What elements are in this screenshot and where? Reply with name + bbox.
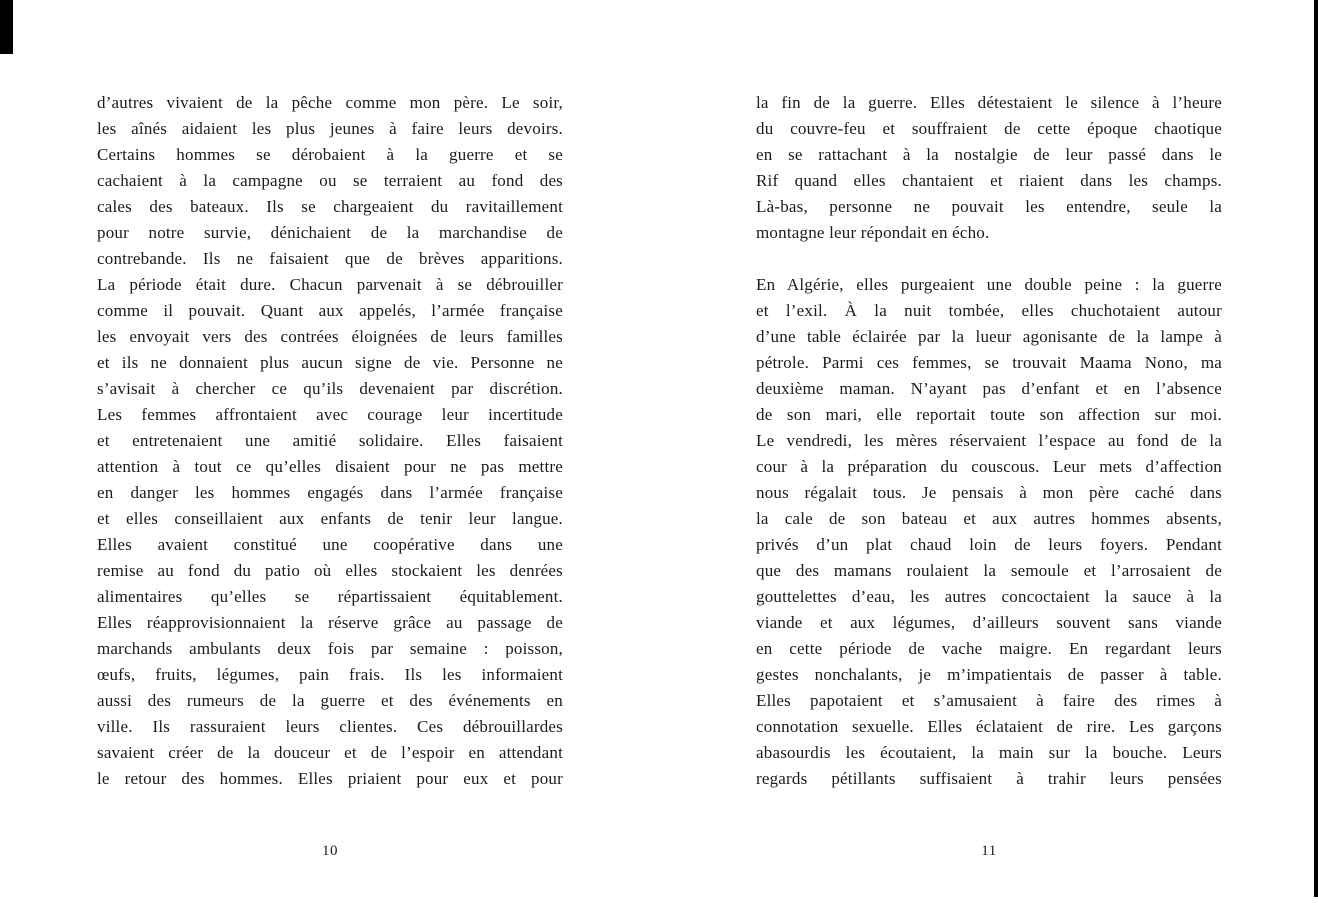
text-line: regards pétillants suffisaient à trahir leurs pensées [756,769,1222,788]
text-line: les envoyait vers des contrées éloignées de leurs familles [97,327,563,346]
text-line: les aînés aidaient les plus jeunes à faire leurs devoirs. [97,119,563,138]
text-line: pour notre survie, dénichaient de la marchandise de [97,223,563,242]
page-left [97,90,563,880]
text-line: Elles avaient constitué une coopérative dans une [97,535,563,554]
paragraph-gap [756,246,1222,272]
text-line: connotation sexuelle. Elles éclataient de rire. Les garçons [756,717,1222,736]
text-line: d’une table éclairée par la lueur agonisante de la lampe à [756,327,1222,346]
text-line: contrebande. Ils ne faisaient que de brèves apparitions. [97,249,563,268]
text-line: La période était dure. Chacun parvenait à se débrouiller [97,275,563,294]
page-right [756,90,1222,880]
text-line: Le vendredi, les mères réservaient l’espace au fond de la [756,431,1222,450]
text-line: deuxième maman. N’ayant pas d’enfant et en l’absence [756,379,1222,398]
text-line: Rif quand elles chantaient et riaient dans les champs. [756,171,1222,190]
text-line: Elles papotaient et s’amusaient à faire des rimes à [756,691,1222,710]
text-line: Certains hommes se dérobaient à la guerre et se [97,145,563,164]
text-line: le retour des hommes. Elles priaient pour eux et pour [97,769,563,788]
text-line: remise au fond du patio où elles stockaient les denrées [97,561,563,580]
page-number-right: 11 [981,843,997,859]
text-line: d’autres vivaient de la pêche comme mon père. Le soir, [97,93,563,112]
text-line: de son mari, elle reportait toute son affection sur moi. [756,405,1222,424]
text-line: marchands ambulants deux fois par semaine : poisson, [97,639,563,658]
text-line: et l’exil. À la nuit tombée, elles chuchotaient autour [756,301,1222,320]
text-line: en cette période de vache maigre. En regardant leurs [756,639,1222,658]
text-line: En Algérie, elles purgeaient une double peine : la guerre [756,275,1222,294]
text-line: Elles réapprovisionnaient la réserve grâce au passage de [97,613,563,632]
text-line: abasourdis les écoutaient, la main sur la bouche. Leurs [756,743,1222,762]
text-line: s’avisait à chercher ce qu’ils devenaient par discrétion. [97,379,563,398]
text-line: montagne leur répondait en écho. [756,223,990,242]
text-line: la fin de la guerre. Elles détestaient le silence à l’heure [756,93,1222,112]
text-line: en se rattachant à la nostalgie de leur passé dans le [756,145,1222,164]
text-line: cachaient à la campagne ou se terraient au fond des [97,171,563,190]
text-line: attention à tout ce qu’elles disaient pour ne pas mettre [97,457,563,476]
text-line: et elles conseillaient aux enfants de tenir leur langue. [97,509,563,528]
scan-mark-top-left [0,0,13,54]
text-line: cales des bateaux. Ils se chargeaient du ravitaillement [97,197,563,216]
text-line: du couvre-feu et souffraient de cette époque chaotique [756,119,1222,138]
scan-line-right-edge [1314,0,1318,897]
text-line: ville. Ils rassuraient leurs clientes. Ces débrouillardes [97,717,563,736]
text-line: la cale de son bateau et aux autres hommes absents, [756,509,1222,528]
text-line: cour à la préparation du couscous. Leur mets d’affection [756,457,1222,476]
text-line: pétrole. Parmi ces femmes, se trouvait Maama Nono, ma [756,353,1222,372]
text-line: que des mamans roulaient la semoule et l’arrosaient de [756,561,1222,580]
text-line: gouttelettes d’eau, les autres concoctaient la sauce à la [756,587,1222,606]
text-line: alimentaires qu’elles se répartissaient équitablement. [97,587,563,606]
text-line: savaient créer de la douceur et de l’espoir en attendant [97,743,563,762]
text-line: Les femmes affrontaient avec courage leur incertitude [97,405,563,424]
text-line: gestes nonchalants, je m’impatientais de passer à table. [756,665,1222,684]
page-right-text [756,90,1222,792]
text-line: viande et aux légumes, d’ailleurs souvent sans viande [756,613,1222,632]
text-line: œufs, fruits, légumes, pain frais. Ils les informaient [97,665,563,684]
page-left-text [97,90,563,792]
text-line: aussi des rumeurs de la guerre et des événements en [97,691,563,710]
text-line: nous régalait tous. Je pensais à mon père caché dans [756,483,1222,502]
text-line: et ils ne donnaient plus aucun signe de vie. Personne ne [97,353,563,372]
text-line: en danger les hommes engagés dans l’armée française [97,483,563,502]
text-line: comme il pouvait. Quant aux appelés, l’armée française [97,301,563,320]
text-line: et entretenaient une amitié solidaire. Elles faisaient [97,431,563,450]
text-line: Là-bas, personne ne pouvait les entendre, seule la [756,197,1222,216]
text-line: privés d’un plat chaud loin de leurs foyers. Pendant [756,535,1222,554]
page-number-left: 10 [322,843,338,859]
